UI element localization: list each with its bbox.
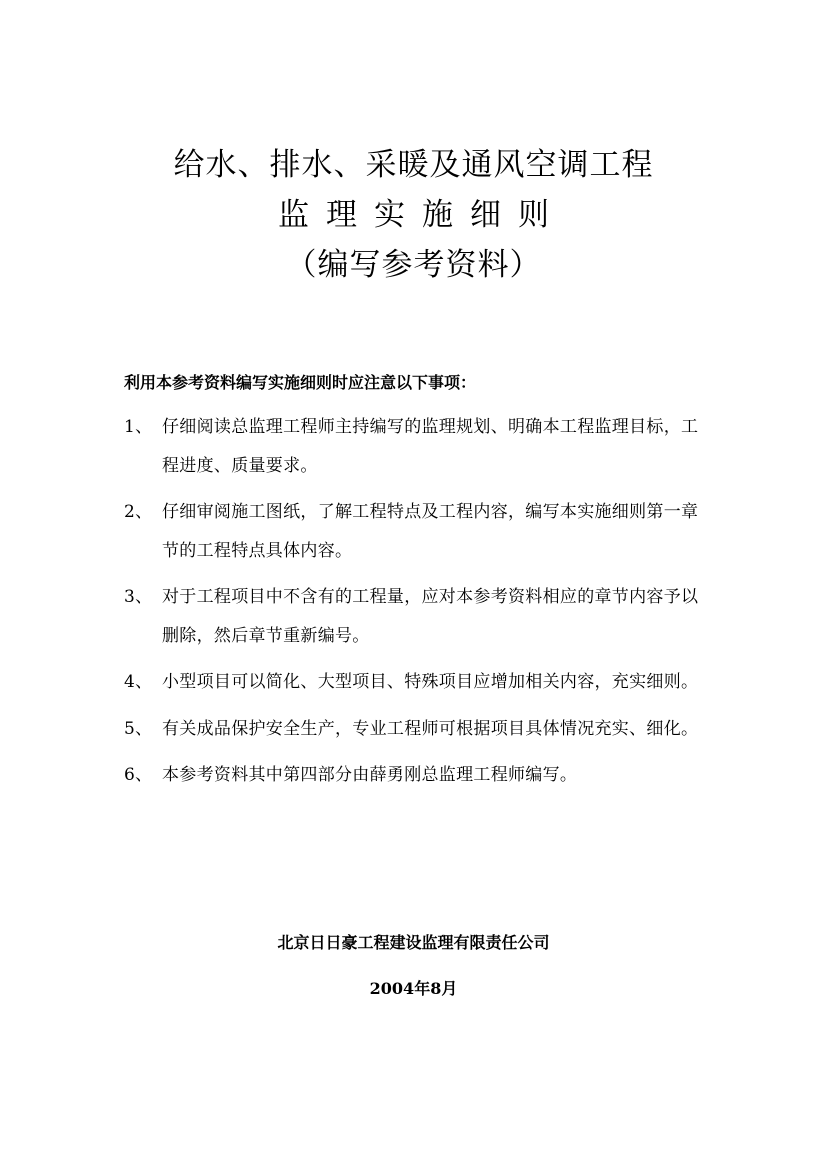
note-number: 2、 bbox=[124, 502, 153, 522]
note-number: 5、 bbox=[124, 718, 153, 739]
note-item-1 bbox=[124, 408, 714, 485]
note-item-5 bbox=[124, 710, 714, 749]
note-number: 3、 bbox=[124, 587, 153, 607]
document-title bbox=[0, 140, 827, 290]
document-date: 2004年8月 bbox=[369, 979, 458, 998]
note-text: 小型项目可以简化、大型项目、特殊项目应增加相关内容，充实细则。 bbox=[162, 672, 699, 692]
title-line-1: 给水、排水、采暖及通风空调工程 bbox=[173, 147, 654, 183]
title-line-3: （编写参考资料） bbox=[285, 247, 542, 283]
company-name: 北京日日豪工程建设监理有限责任公司 bbox=[277, 933, 550, 952]
note-number: 1、 bbox=[124, 417, 153, 437]
note-number: 6、 bbox=[124, 765, 153, 785]
note-text: 对于工程项目中不含有的工程量，应对本参考资料相应的章节内容予以删除，然后章节重新编号。 bbox=[162, 587, 699, 646]
note-text: 本参考资料其中第四部分由薛勇刚总监理工程师编写。 bbox=[162, 765, 578, 785]
note-text: 仔细阅读总监理工程师主持编写的监理规划、明确本工程监理目标，工程进度、质量要求。 bbox=[162, 417, 699, 476]
note-text: 仔细审阅施工图纸，了解工程特点及工程内容，编写本实施细则第一章节的工程特点具体内容。 bbox=[162, 502, 699, 561]
note-item-2 bbox=[124, 493, 714, 570]
note-item-6 bbox=[124, 756, 714, 795]
notes-list bbox=[124, 408, 714, 803]
title-line-2: 监理实施细则 bbox=[278, 197, 566, 233]
notes-heading: 利用本参考资料编写实施细则时应注意以下事项： bbox=[124, 373, 477, 392]
note-text: 有关成品保护安全生产，专业工程师可根据项目具体情况充实、细化。 bbox=[162, 718, 699, 739]
note-number: 4、 bbox=[124, 672, 153, 692]
note-item-3 bbox=[124, 578, 714, 655]
note-item-4 bbox=[124, 663, 714, 702]
